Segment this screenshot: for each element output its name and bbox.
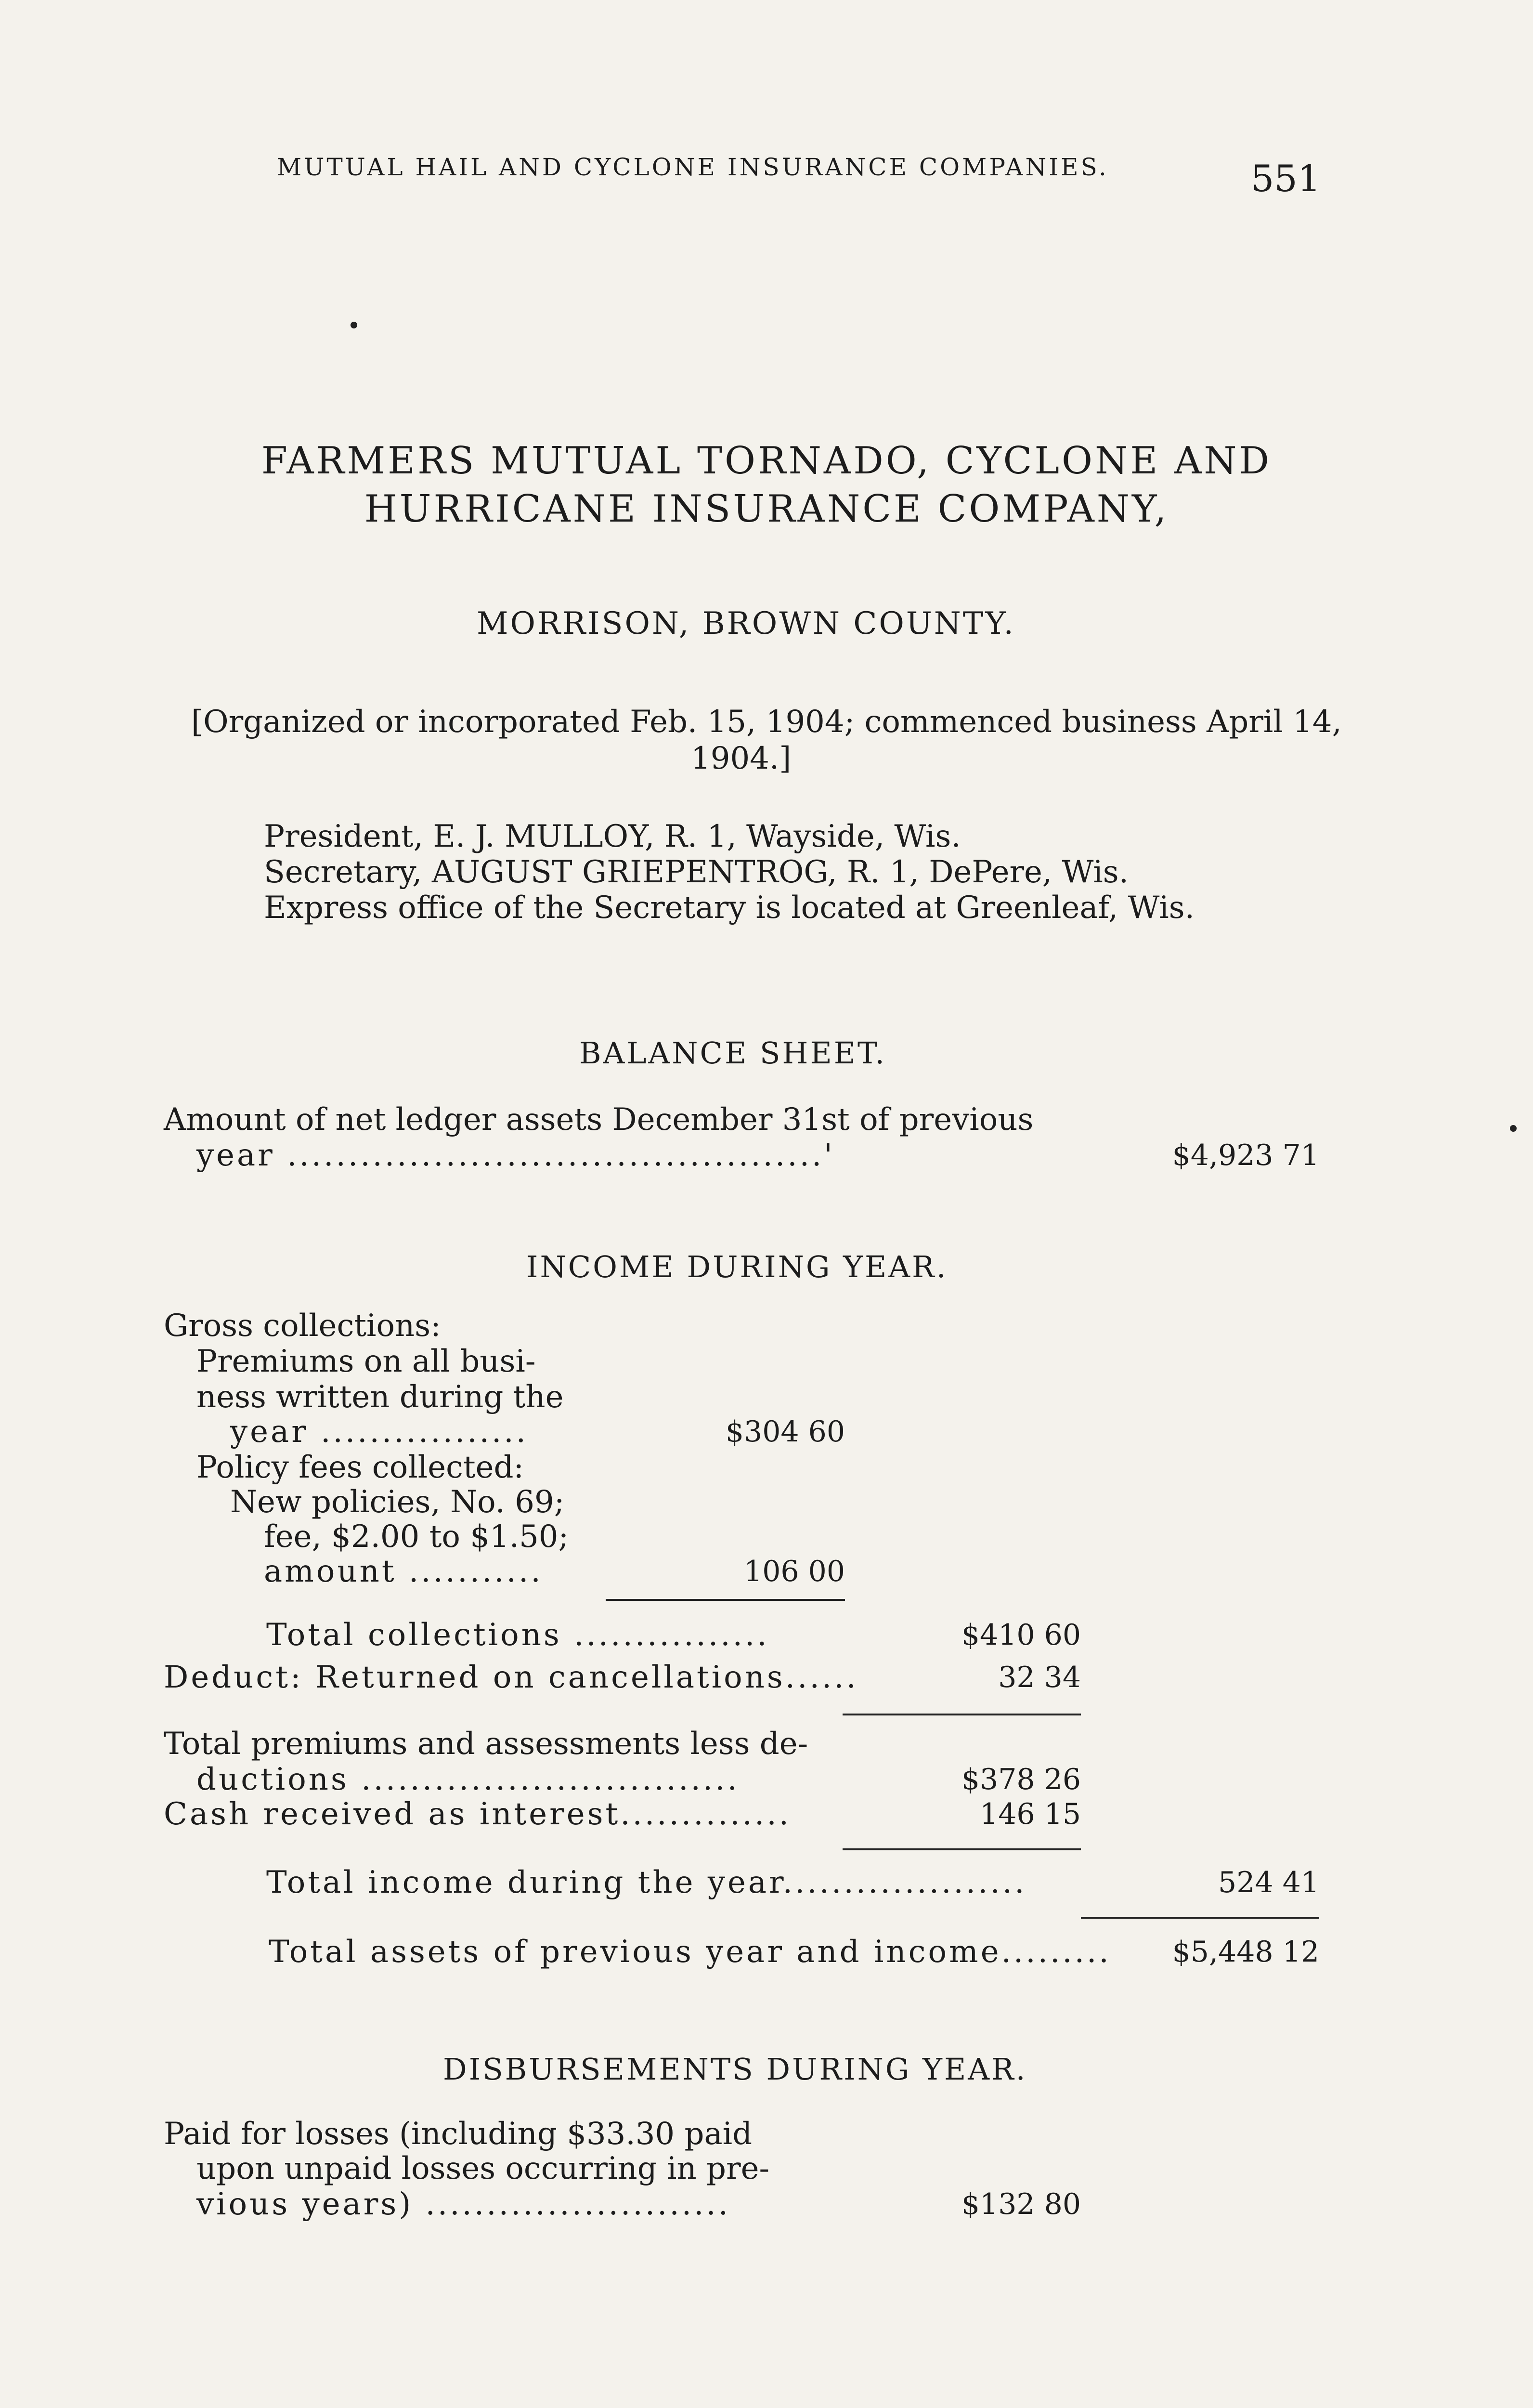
losses-amount: $132 80 [961, 2187, 1081, 2221]
policy-fees: Policy fees collected: [196, 1450, 524, 1485]
organized-line1: [Organized or incorporated Feb. 15, 1904; commenced business April 14, [191, 704, 1342, 740]
total-assets-amount: $5,448 12 [1172, 1935, 1319, 1969]
new-policies-line2: fee, $2.00 to $1.50; [264, 1519, 569, 1555]
subtotal-rule-3 [843, 1848, 1081, 1850]
company-name-line2: HURRICANE INSURANCE COMPANY, [364, 487, 1169, 531]
balance-sheet-heading: BALANCE SHEET. [579, 1035, 886, 1071]
subtotal-rule-1 [606, 1599, 845, 1601]
total-collections: Total collections ................ [266, 1617, 769, 1653]
gross-collections: Gross collections: [164, 1308, 441, 1344]
premiums-line1: Premiums on all busi- [196, 1344, 536, 1379]
subtotal-rule-4 [1081, 1917, 1319, 1919]
losses-line1: Paid for losses (including $33.30 paid [164, 2116, 753, 2152]
income-heading: INCOME DURING YEAR. [526, 1249, 948, 1284]
losses-line3: vious years) ......................... [196, 2186, 731, 2222]
organized-line2: 1904.] [691, 741, 792, 776]
page-number: 551 [1251, 157, 1321, 200]
premiums-line2: ness written during the [196, 1379, 564, 1415]
interest-amount: 146 15 [980, 1797, 1081, 1831]
company-location: MORRISON, BROWN COUNTY. [477, 606, 1015, 641]
disbursements-heading: DISBURSEMENTS DURING YEAR. [443, 2052, 1027, 2087]
net-ledger-line1: Amount of net ledger assets December 31st of previous [164, 1102, 1034, 1138]
scan-speck [351, 322, 357, 328]
president: President, E. J. MULLOY, R. 1, Wayside, Wis. [264, 819, 961, 854]
scan-speck [1510, 1125, 1517, 1132]
express-office: Express office of the Secretary is located at Greenleaf, Wis. [264, 890, 1195, 926]
new-policies-line3: amount ........... [264, 1554, 543, 1589]
interest: Cash received as interest.............. [164, 1796, 791, 1832]
total-income: Total income during the year.................... [266, 1865, 1027, 1900]
losses-line2: upon unpaid losses occurring in pre- [196, 2151, 770, 2186]
premiums-amount: $304 60 [725, 1415, 845, 1449]
new-policies-line1: New policies, No. 69; [230, 1484, 565, 1520]
running-head: MUTUAL HAIL AND CYCLONE INSURANCE COMPANIES. [277, 153, 1109, 181]
net-ledger-amount: $4,923 71 [1172, 1139, 1319, 1172]
total-premiums-amount: $378 26 [961, 1763, 1081, 1796]
deduct-amount: 32 34 [998, 1661, 1081, 1694]
new-policies-amount: 106 00 [744, 1555, 845, 1588]
company-name-line1: FARMERS MUTUAL TORNADO, CYCLONE AND [261, 439, 1272, 483]
total-collections-amount: $410 60 [961, 1618, 1081, 1652]
secretary: Secretary, AUGUST GRIEPENTROG, R. 1, DePere, Wis. [264, 854, 1129, 890]
premiums-line3: year ................. [230, 1414, 528, 1450]
total-income-amount: 524 41 [1218, 1866, 1319, 1899]
subtotal-rule-2 [843, 1714, 1081, 1715]
deduct-cancellations: Deduct: Returned on cancellations...... [164, 1660, 858, 1695]
total-premiums-line2: ductions ............................... [196, 1762, 740, 1797]
net-ledger-line2: year ............................................' [196, 1138, 835, 1173]
total-premiums-line1: Total premiums and assessments less de- [164, 1726, 808, 1762]
total-assets: Total assets of previous year and income......... [269, 1934, 1111, 1970]
